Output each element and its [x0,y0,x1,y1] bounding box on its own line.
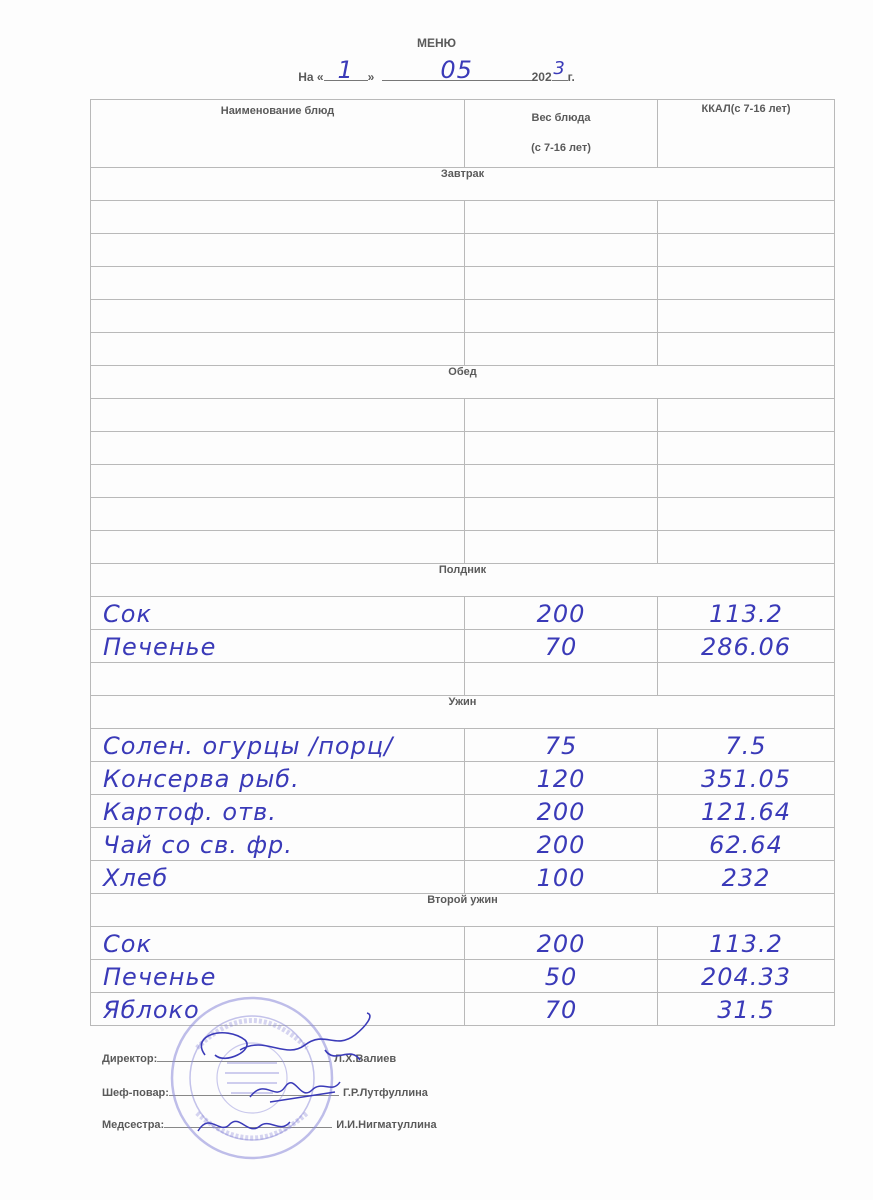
dish-name-cell [91,333,465,366]
section-title: Ужин [91,696,835,729]
dish-weight-cell: 70 [465,630,658,663]
dish-name-cell: Чай со св. фр. [91,828,465,861]
month-blank [382,56,532,84]
dish-kcal-cell: 121.64 [658,795,835,828]
dish-weight-cell [465,399,658,432]
dish-kcal-cell: 351.05 [658,762,835,795]
table-row [91,762,835,795]
dish-weight-cell: 100 [465,861,658,894]
dish-kcal-cell: 113.2 [658,597,835,630]
day-blank [324,56,368,84]
signature-person: Л.Х.Валиев [334,1053,397,1065]
table-row [91,828,835,861]
date-prefix: На « [298,70,324,84]
section-title: Полдник [91,564,835,597]
dish-kcal-cell [658,333,835,366]
month-value: 05 [440,56,473,84]
column-header-weight [465,100,658,168]
dish-name-cell [91,498,465,531]
dish-weight-cell [465,300,658,333]
dish-kcal-cell [658,399,835,432]
dish-kcal-cell: 7.5 [658,729,835,762]
dish-name-cell [91,300,465,333]
table-row [91,399,835,432]
dish-weight-cell: 200 [465,927,658,960]
table-row [91,531,835,564]
year-digit: 3 [553,58,566,79]
table-row [91,201,835,234]
dish-name-cell: Солен. огурцы /порц/ [91,729,465,762]
dish-weight-cell [465,432,658,465]
weight-header-line1: Вес блюда [531,112,591,124]
dish-weight-cell: 70 [465,993,658,1026]
day-value: 1 [337,56,354,84]
date-line [0,56,873,84]
section-row [91,564,835,597]
dish-weight-cell [465,201,658,234]
dish-kcal-cell: 62.64 [658,828,835,861]
dish-name-cell: Картоф. отв. [91,795,465,828]
dish-kcal-cell [658,531,835,564]
dish-weight-cell [465,333,658,366]
section-row [91,168,835,201]
dish-kcal-cell: 232 [658,861,835,894]
dish-name-cell [91,267,465,300]
signature-role: Медсестра: [102,1119,165,1131]
signature-person: Г.Р.Лутфуллина [342,1087,428,1099]
nurse-signature [190,1106,310,1146]
table-row [91,927,835,960]
dish-weight-cell [465,234,658,267]
year-prefix: 202 [531,70,552,84]
dish-kcal-cell [658,663,835,696]
dish-name-cell [91,432,465,465]
dish-name-cell [91,663,465,696]
section-title: Обед [91,366,835,399]
dish-kcal-cell [658,201,835,234]
table-row [91,630,835,663]
year-blank [552,58,568,81]
dish-kcal-cell: 31.5 [658,993,835,1026]
dish-name-cell: Сок [91,597,465,630]
table-row [91,465,835,498]
menu-table [90,99,835,1026]
date-mid: » [367,70,375,84]
table-row [91,861,835,894]
dish-kcal-cell [658,498,835,531]
dish-name-cell: Консерва рыб. [91,762,465,795]
dish-name-cell: Яблоко [91,993,465,1026]
table-row [91,300,835,333]
dish-kcal-cell [658,234,835,267]
dish-name-cell [91,531,465,564]
header-row [91,100,835,168]
dish-name-cell: Сок [91,927,465,960]
weight-header-line2: (с 7-16 лет) [531,142,591,154]
signature-person: И.И.Нигматуллина [336,1119,437,1131]
dish-weight-cell [465,531,658,564]
dish-name-cell: Печенье [91,630,465,663]
dish-weight-cell: 50 [465,960,658,993]
table-row [91,267,835,300]
dish-weight-cell: 200 [465,597,658,630]
section-title: Завтрак [91,168,835,201]
document-title: МЕНЮ [416,36,457,50]
section-row [91,366,835,399]
table-row [91,729,835,762]
section-row [91,696,835,729]
dish-kcal-cell [658,465,835,498]
menu-body [91,168,835,1026]
dish-name-cell [91,465,465,498]
table-row [91,663,835,696]
dish-weight-cell [465,498,658,531]
dish-name-cell [91,234,465,267]
signature-role: Директор: [102,1053,158,1065]
column-header-kcal: ККАЛ(с 7-16 лет) [658,100,835,168]
dish-name-cell [91,399,465,432]
dish-name-cell: Печенье [91,960,465,993]
dish-kcal-cell [658,267,835,300]
dish-weight-cell: 200 [465,795,658,828]
dish-weight-cell [465,267,658,300]
dish-name-cell: Хлеб [91,861,465,894]
table-row [91,597,835,630]
dish-kcal-cell: 286.06 [658,630,835,663]
table-row [91,795,835,828]
chef-signature [240,1062,360,1112]
dish-weight-cell: 75 [465,729,658,762]
table-row [91,960,835,993]
dish-weight-cell [465,465,658,498]
signature-role: Шеф-повар: [102,1087,169,1099]
section-title: Второй ужин [91,894,835,927]
dish-weight-cell: 120 [465,762,658,795]
dish-kcal-cell [658,300,835,333]
table-row [91,234,835,267]
section-row [91,894,835,927]
table-row [91,498,835,531]
dish-name-cell [91,201,465,234]
dish-weight-cell [465,663,658,696]
dish-kcal-cell [658,432,835,465]
table-row [91,333,835,366]
dish-kcal-cell: 204.33 [658,960,835,993]
column-header-name: Наименование блюд [91,100,465,168]
table-row [91,432,835,465]
dish-weight-cell: 200 [465,828,658,861]
dish-kcal-cell: 113.2 [658,927,835,960]
year-suffix: г. [567,70,575,84]
